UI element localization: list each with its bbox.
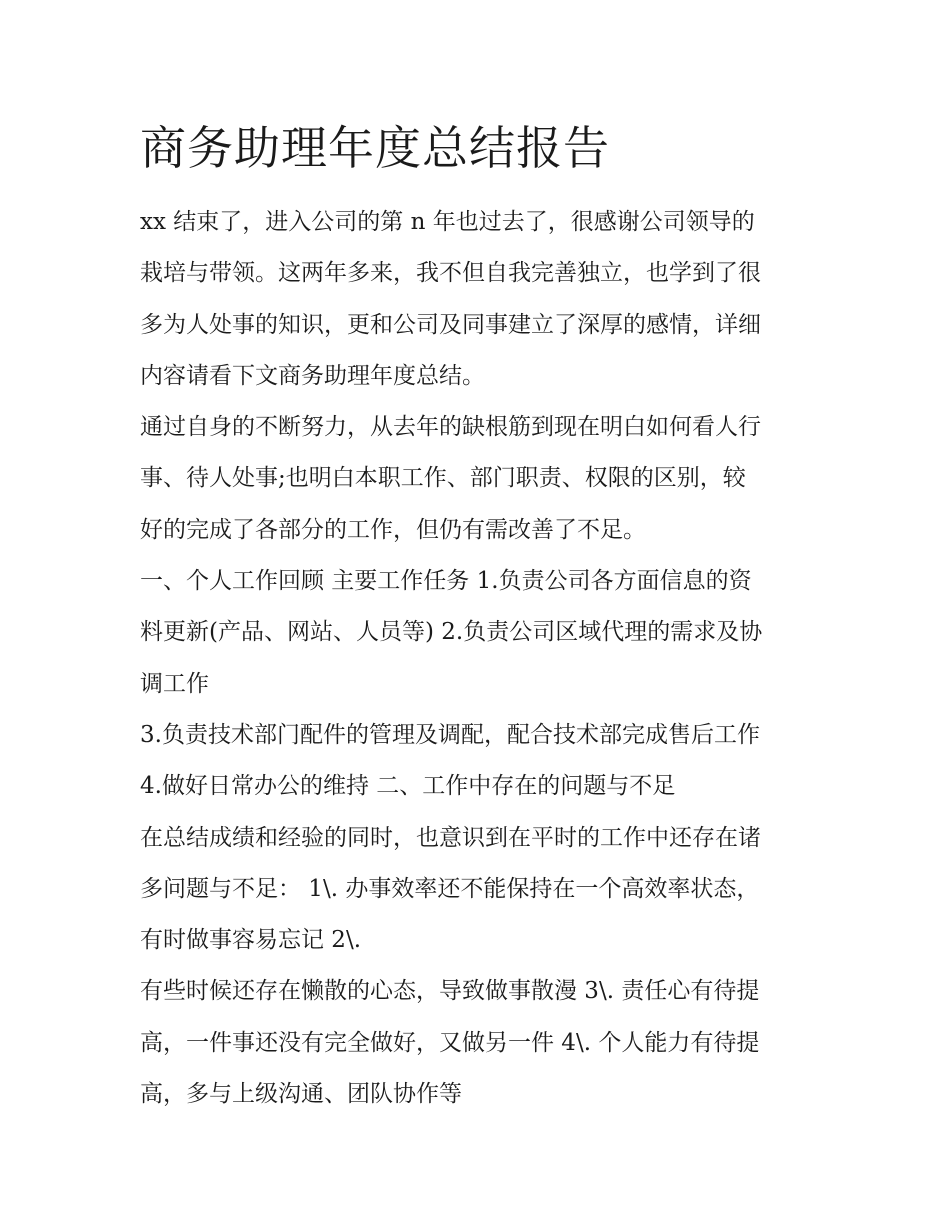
document-title: 商务助理年度总结报告 (140, 121, 610, 175)
body-line-1: xx 结束了，进入公司的第 n 年也过去了，很感谢公司领导的 (140, 209, 755, 235)
body-line-12: 4.做好日常办公的维持 二、工作中存在的问题与不足 (140, 773, 676, 800)
body-line-11: 3.负责技术部门配件的管理及调配，配合技术部完成售后工作 (140, 721, 760, 748)
body-line-7: 好的完成了各部分的工作，但仍有需改善了不足。 (140, 516, 646, 543)
body-line-9: 料更新(产品、网站、人员等) 2.负责公司区域代理的需求及协 (140, 619, 763, 646)
body-line-16: 有些时候还存在懒散的心态，导致做事散漫 3\. 责任心有待提 (140, 978, 760, 1005)
document-body (140, 197, 840, 1120)
body-line-6: 事、待人处事;也明白本职工作、部门职责、权限的区别，较 (140, 465, 746, 492)
body-line-3: 多为人处事的知识，更和公司及同事建立了深厚的感情，详细 (140, 311, 761, 338)
body-line-8: 一、个人工作回顾 主要工作任务 1.负责公司各方面信息的资 (140, 568, 752, 595)
body-line-13: 在总结成绩和经验的同时，也意识到在平时的工作中还存在诸 (140, 824, 761, 851)
body-line-15: 有时做事容易忘记 2\. (140, 927, 362, 954)
body-line-10: 调工作 (140, 670, 209, 697)
body-line-18: 高，多与上级沟通、团队协作等 (140, 1081, 462, 1108)
body-line-4: 内容请看下文商务助理年度总结。 (140, 362, 485, 389)
body-line-5: 通过自身的不断努力，从去年的缺根筋到现在明白如何看人行 (140, 414, 761, 441)
body-line-2: 栽培与带领。这两年多来，我不但自我完善独立，也学到了很 (140, 260, 761, 287)
body-line-14: 多问题与不足： 1\. 办事效率还不能保持在一个高效率状态， (140, 875, 760, 902)
body-line-17: 高，一件事还没有完全做好，又做另一件 4\. 个人能力有待提 (140, 1029, 760, 1056)
